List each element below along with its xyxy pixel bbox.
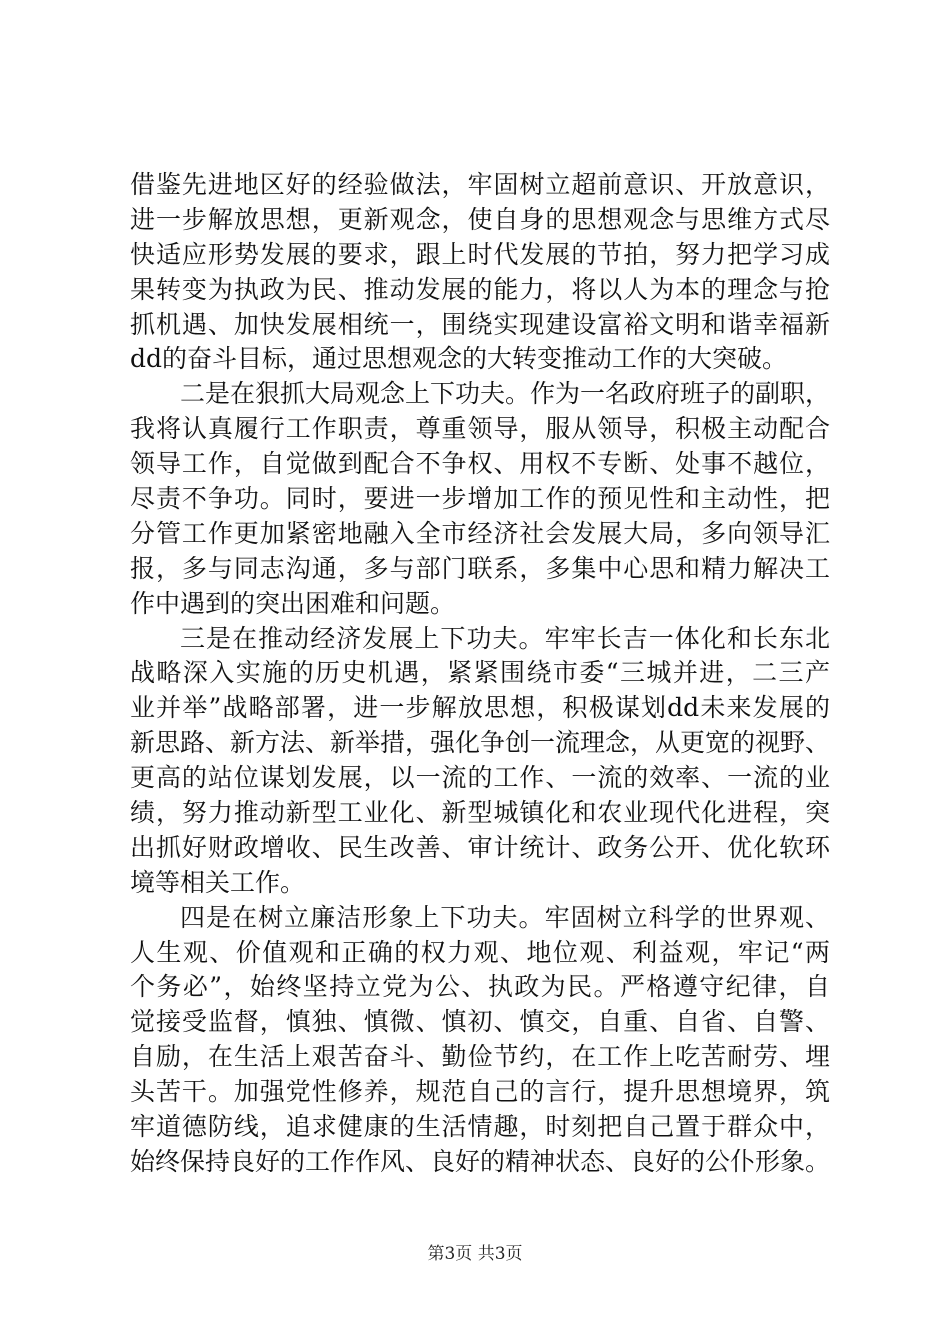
- text-line: 新思路、新方法、新举措，强化争创一流理念，从更宽的视野、: [130, 728, 831, 758]
- text-line: 作中遇到的突出困难和问题。: [130, 588, 456, 618]
- text-line: 自励，在生活上艰苦奋斗、勤俭节约，在工作上吃苦耐劳、埋: [130, 1042, 830, 1072]
- text-line: 三是在推动经济发展上下功夫。牢牢长吉一体化和长东北: [180, 623, 830, 653]
- text-line: 境等相关工作。: [130, 867, 306, 897]
- text-line: 分管工作更加紧密地融入全市经济社会发展大局，多向领导汇: [130, 518, 830, 548]
- text-line: 快适应形势发展的要求，跟上时代发展的节拍，努力把学习成: [130, 239, 830, 269]
- text-line: 果转变为执政为民、推动发展的能力，将以人为本的理念与抢: [130, 274, 830, 304]
- text-line: 领导工作，自觉做到配合不争权、用权不专断、处事不越位，: [130, 449, 830, 479]
- text-line: 进一步解放思想，更新观念，使自身的思想观念与思维方式尽: [130, 204, 830, 234]
- text-line: 始终保持良好的工作作风、良好的精神状态、良好的公仆形象。: [130, 1146, 831, 1176]
- text-line: 觉接受监督，慎独、慎微、慎初、慎交，自重、自省、自警、: [130, 1007, 830, 1037]
- text-line: 抓机遇、加快发展相统一，围绕实现建设富裕文明和谐幸福新: [130, 309, 830, 339]
- text-line: 头苦干。加强党性修养，规范自己的言行，提升思想境界，筑: [130, 1077, 830, 1107]
- text-line: 借鉴先进地区好的经验做法，牢固树立超前意识、开放意识，: [130, 170, 830, 199]
- text-line: 个务必”，始终坚持立党为公、执政为民。严格遵守纪律，自: [130, 972, 830, 1002]
- text-line: 二是在狠抓大局观念上下功夫。作为一名政府班子的副职，: [180, 379, 831, 409]
- text-line: dd的奋斗目标，通过思想观念的大转变推动工作的大突破。: [130, 344, 788, 374]
- text-line: 我将认真履行工作职责，尊重领导，服从领导，积极主动配合: [130, 414, 830, 444]
- text-line: 人生观、价值观和正确的权力观、地位观、利益观，牢记“两: [130, 937, 830, 967]
- text-line: 尽责不争功。同时，要进一步增加工作的预见性和主动性，把: [130, 484, 830, 514]
- text-line: 业并举”战略部署，进一步解放思想，积极谋划dd未来发展的: [130, 693, 830, 723]
- text-line: 出抓好财政增收、民生改善、审计统计、政务公开、优化软环: [130, 832, 830, 862]
- body-text: [130, 168, 830, 1180]
- text-line: 报，多与同志沟通，多与部门联系，多集中心思和精力解决工: [130, 553, 830, 583]
- text-line: 战略深入实施的历史机遇，紧紧围绕市委“三城并进，二三产: [130, 658, 830, 688]
- text-line: 牢道德防线，追求健康的生活情趣，时刻把自己置于群众中，: [130, 1112, 830, 1142]
- text-line: 更高的站位谋划发展，以一流的工作、一流的效率、一流的业: [130, 763, 830, 793]
- text-line: 绩，努力推动新型工业化、新型城镇化和农业现代化进程，突: [130, 798, 830, 828]
- text-line: 四是在树立廉洁形象上下功夫。牢固树立科学的世界观、: [180, 902, 830, 932]
- page-number-footer: 第3页 共3页: [427, 1244, 523, 1264]
